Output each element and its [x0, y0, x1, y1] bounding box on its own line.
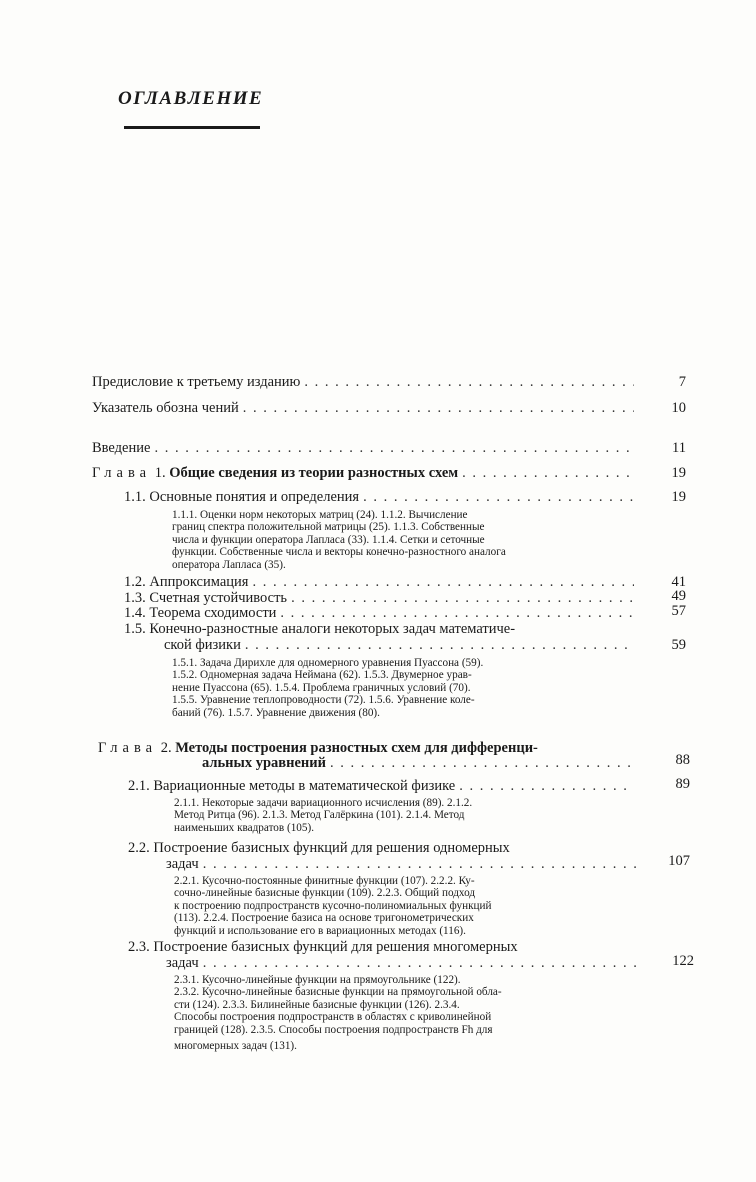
- leader-dots: [245, 637, 634, 654]
- leader-dots: [459, 778, 634, 795]
- subsection-line: баний (76). 1.5.7. Уравнение движения (80).: [172, 706, 380, 719]
- toc-entry-chapter-1[interactable]: [92, 465, 638, 482]
- toc-entry-notation[interactable]: [92, 400, 638, 417]
- subsection-list-1-5: [172, 657, 638, 719]
- toc-label: 1.3. Счетная устойчивость: [124, 590, 288, 606]
- subsection-line: 1.5.1. Задача Дирихле для одномерного уравнения Пуассона (59).: [172, 657, 484, 669]
- subsection-line: сочно-линейные базисные функции (109). 2.2.3. Общий подход: [174, 887, 476, 900]
- toc-entry-section-1-5-line1[interactable]: 1.5. Конечно-разностные аналоги некоторых задач математиче-: [124, 621, 516, 637]
- leader-dots: [363, 489, 634, 506]
- toc-page: 11: [672, 440, 686, 456]
- subsection-line: Метод Ритца (96). 2.1.3. Метод Галёркина (101). 2.1.4. Метод: [174, 809, 465, 822]
- subsection-line: 2.3.2. Кусочно-линейные базисные функции на прямоугольной обла-: [174, 986, 502, 999]
- subsection-line: нение Пуассона (65). 1.5.4. Проблема граничных условий (70).: [172, 681, 471, 694]
- subsection-list-2-1: [174, 797, 640, 834]
- toc-label: 1.2. Аппроксимация: [124, 574, 249, 590]
- subsection-line: числа и функции оператора Лапласа (33). 1.1.4. Сетки и сеточные: [172, 533, 485, 546]
- toc-entry-section-1-2[interactable]: [124, 574, 638, 591]
- toc-page: 19: [671, 489, 686, 505]
- leader-dots: [304, 374, 634, 391]
- toc-page: 7: [678, 374, 686, 390]
- toc-entry-section-1-1[interactable]: [124, 489, 638, 506]
- toc-page: 88: [675, 752, 690, 768]
- toc-label: задач: [166, 856, 199, 872]
- subsection-line: Способы построения подпространств в областях с криволинейной: [174, 1011, 492, 1024]
- toc-page: 41: [671, 574, 686, 590]
- subsection-line: к построению подпространств кусочно-полиномиальных функций: [174, 899, 492, 912]
- subsection-line: функции. Собственные числа и векторы конечно-разностного аналога: [172, 546, 506, 559]
- leader-dots: [252, 574, 634, 591]
- toc-label: 1.1. Основные понятия и определения: [124, 489, 360, 505]
- toc-page: 49: [671, 588, 686, 604]
- page-title: ОГЛАВЛЕНИЕ: [118, 88, 264, 109]
- leader-dots: [243, 400, 634, 417]
- toc-page: 107: [668, 853, 690, 869]
- subsection-line: многомерных задач (131).: [174, 1040, 297, 1053]
- leader-dots: [203, 955, 636, 972]
- subsection-line: границей (128). 2.3.5. Способы построения подпространств Fh для: [174, 1023, 493, 1036]
- toc-page: 59: [671, 637, 686, 653]
- leader-dots: [462, 465, 634, 482]
- toc-label: задач: [166, 955, 199, 971]
- toc-entry-chapter-2[interactable]: [202, 755, 638, 772]
- toc-page: 10: [671, 400, 686, 416]
- toc-entry-intro[interactable]: [92, 440, 638, 457]
- subsection-line: 1.5.5. Уравнение теплопроводности (72). 1.5.6. Уравнение коле-: [172, 694, 475, 707]
- chapter-title: Методы построения разностных схем для дифференци-: [175, 740, 538, 756]
- subsection-line: наименьших квадратов (105).: [174, 821, 315, 834]
- subsection-line: 1.1.1. Оценки норм некоторых матриц (24). 1.1.2. Вычисление: [172, 509, 468, 521]
- toc-entry-section-2-2-line1[interactable]: 2.2. Построение базисных функций для решения одномерных: [128, 840, 510, 856]
- toc-label: Указатель обозна чений: [92, 400, 239, 416]
- toc-label: ской физики: [164, 637, 241, 653]
- toc-page: 57: [671, 603, 686, 619]
- toc-entry-section-2-3-line1[interactable]: 2.3. Построение базисных функций для решения многомерных: [128, 939, 518, 955]
- subsection-line: 2.3.1. Кусочно-линейные функции на прямоугольнике (122).: [174, 974, 461, 986]
- subsection-list-2-3: [174, 974, 640, 1052]
- subsection-line: функций и использование его в вариационных методах (116).: [174, 924, 466, 937]
- title-underline: [124, 126, 260, 129]
- subsection-line: (113). 2.2.4. Построение базиса на основе тригонометрических: [174, 912, 474, 925]
- leader-dots: [280, 605, 634, 622]
- leader-dots: [203, 856, 636, 873]
- chapter-number: 2.: [160, 740, 172, 756]
- toc-page: 122: [672, 953, 694, 969]
- subsection-line: 2.2.1. Кусочно-постоянные финитные функции (107). 2.2.2. Ку-: [174, 875, 475, 887]
- toc-entry-preface[interactable]: [92, 374, 638, 391]
- leader-dots: [330, 755, 634, 772]
- subsection-list-1-1: [172, 509, 638, 571]
- toc-entry-section-1-4[interactable]: [124, 605, 638, 622]
- subsection-line: 1.5.2. Одномерная задача Неймана (62). 1.5.3. Двумерное урав-: [172, 669, 472, 682]
- subsection-line: оператора Лапласа (35).: [172, 558, 286, 571]
- toc-entry-section-2-3[interactable]: [166, 955, 640, 972]
- toc-label: 2.1. Вариационные методы в математической физике: [128, 778, 456, 794]
- toc-label: Введение: [92, 440, 151, 456]
- subsection-list-2-2: [174, 875, 640, 937]
- subsection-line: 2.1.1. Некоторые задачи вариационного исчисления (89). 2.1.2.: [174, 797, 473, 809]
- leader-dots: [154, 440, 634, 457]
- chapter-title-cont: альных уравнений: [202, 755, 326, 771]
- toc-page: 89: [675, 776, 690, 792]
- toc-entry-section-2-1[interactable]: [128, 778, 638, 795]
- chapter-prefix: Глава: [98, 740, 158, 756]
- toc-entry-section-1-5[interactable]: [164, 637, 638, 654]
- toc-label: 1.4. Теорема сходимости: [124, 605, 277, 621]
- toc-label: Предисловие к третьему изданию: [92, 374, 301, 390]
- toc-entry-section-2-2[interactable]: [166, 856, 640, 873]
- chapter-number: 1.: [154, 465, 166, 481]
- subsection-line: сти (124). 2.3.3. Билинейные базисные функции (126). 2.3.4.: [174, 998, 460, 1011]
- subsection-line: границ спектра положительной матрицы (25). 1.1.3. Собственные: [172, 521, 485, 534]
- chapter-title: Общие сведения из теории разностных схем: [169, 465, 459, 481]
- chapter-prefix: Глава: [92, 465, 152, 481]
- toc-page: 19: [671, 465, 686, 481]
